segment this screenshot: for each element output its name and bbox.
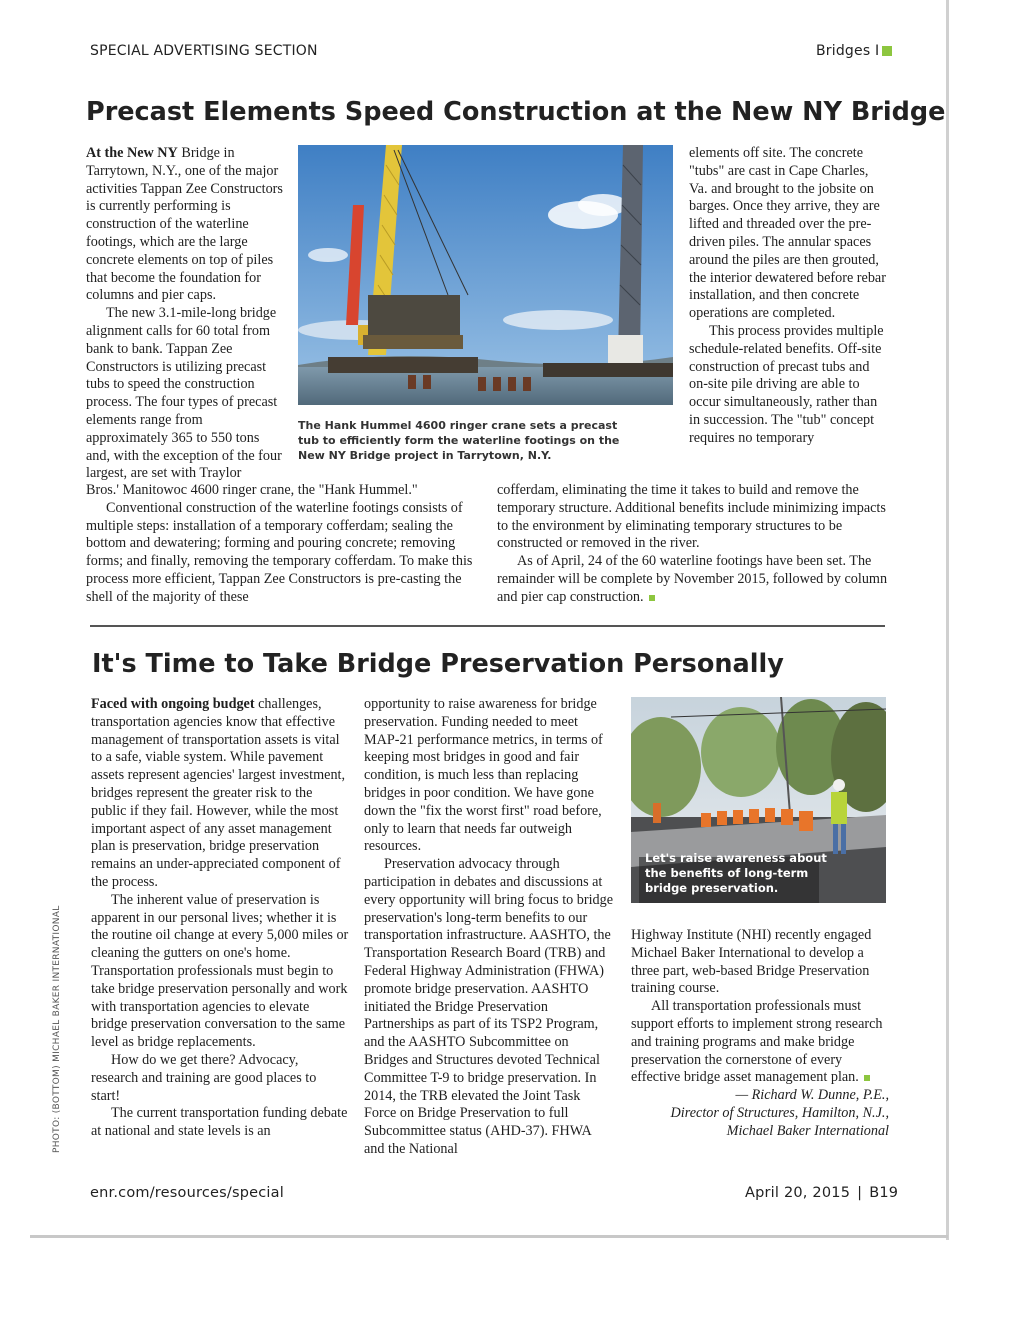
article2-para2: The inherent value of preservation is apparent in our personal lives; whether it is the routine oil change at every 5,000 miles or cleaning the gutters on one's home. Transportation professionals must begin to take bridge preservation personally and work with transportation agencies to elevate bridge preservation conversation to the same level as bridge replacements.: [91, 891, 349, 1051]
article2-col1: [91, 696, 349, 1141]
article2-para1-text: challenges, transportation agencies know that effective management of transportation assets is vital to a safe, viable system. While pavement assets represent agencies' largest investment, bridges represent the greater risk to the public if they fail. However, while the most important aspect of any asset management plan is preservation, bridge preservation remains an under-appreciated component of the process.: [91, 696, 346, 890]
footer-url[interactable]: enr.com/resources/special: [90, 1185, 284, 1201]
article2-col3-para2: [631, 998, 889, 1087]
article1-para1: [86, 145, 286, 305]
page-number: B19: [869, 1185, 899, 1201]
article2-col2-para2: Preservation advocacy through participation in debates and discussions at every opportunity will bring focus to bridge preservation's long-term benefits to our transportation infrastructure. AASHTO, the Transportation Research Board (TRB) and Federal Highway Administration (FHWA) promote bridge preservation. AASHTO initiated the Bridge Preservation Partnerships as part of its TSP2 Program, and the AASHTO Subcommittee on Bridges and Structures devoted Technical Committee T-9 to bridge preservation. In 2014, the TRB elevated the Joint Task Force on Bridge Preservation to full Subcommittee status (AHD-37). FHWA and the National: [364, 856, 614, 1157]
article1-para1-text: Bridge in Tarrytown, N.Y., one of the major activities Tappan Zee Constructors is currently performing is construction of the waterline footings, which are the large concrete elements on top of piles that become the foundation for columns and pier caps.: [86, 145, 283, 304]
article1-para3: Conventional construction of the waterline footings consists of multiple steps: installation of a temporary cofferdam; sealing the bottom and dewatering; forming and pouring concrete; removing forms; and finally, removing the temporary cofferdam. To make this process more efficient, Tappan Zee Constructors is pre-casting the shell of the majority of these: [86, 499, 473, 605]
article1-col1: [86, 145, 286, 483]
category-text: Bridges I: [816, 43, 880, 59]
article1-col3: [689, 145, 887, 448]
end-mark-icon: [649, 595, 655, 601]
photo-credit: PHOTO: (BOTTOM) MICHAEL BAKER INTERNATIONAL: [52, 905, 62, 1153]
article1-title: Precast Elements Speed Construction at the New NY Bridge: [86, 97, 946, 127]
article1-col3-para2-end: cofferdam, eliminating the time it takes to build and remove the temporary structure. Additional benefits include minimizing impacts to the environment by eliminating temporary structures to be constructed or removed in the river.: [497, 482, 886, 552]
end-mark-icon: [864, 1075, 870, 1081]
article1-para2: The new 3.1-mile-long bridge alignment calls for 60 total from bank to bank. Tappan Zee Constructors is utilizing precast tubs to speed the construction process. The four types of precast elements range from approximately 365 to 550 tons and, with the exception of the four largest, are set with Traylor: [86, 305, 282, 482]
article1-para2-end: Bros.' Manitowoc 4600 ringer crane, the "Hank Hummel.": [86, 482, 418, 498]
footer-date-page: April 20, 2015 | B19: [745, 1185, 899, 1201]
page-bottom-edge: [30, 1235, 948, 1238]
article2-para3: How do we get there? Advocacy, research and training are good places to start!: [91, 1051, 317, 1104]
article2-para4: The current transportation funding debate at national and state levels is an: [91, 1105, 348, 1140]
article2-lead: Faced with ongoing budget: [91, 696, 255, 712]
article2-col2: [364, 696, 614, 1159]
crane-photo: [298, 145, 673, 405]
road-crew-photo-caption: Let's raise awareness about the benefits of long-term bridge preservation.: [645, 851, 827, 895]
article2-title: It's Time to Take Bridge Preservation Personally: [92, 649, 784, 679]
category-label: [816, 43, 892, 59]
author-title: Director of Structures, Hamilton, N.J.,: [670, 1104, 889, 1121]
article1-col3-para2: This process provides multiple schedule-related benefits. Off-site construction of precast tubs and on-site pile driving are able to occur simultaneously, rather than in succession. The "tub" concept requires no temporary: [689, 322, 884, 446]
article1-lower-left: [86, 482, 478, 607]
crane-photo-caption: The Hank Hummel 4600 ringer crane sets a precast tub to efficiently form the waterline footings on the New NY Bridge project in Tarrytown, N.Y.: [298, 419, 620, 462]
crane-photo-image: [298, 145, 673, 405]
article1-lead: At the New NY: [86, 145, 178, 161]
article2-col3-para1: Highway Institute (NHI) recently engaged Michael Baker International to develop a three part, web-based Bridge Preservation training course.: [631, 927, 872, 997]
article1-col3-para3: [497, 553, 889, 606]
road-crew-photo: [631, 697, 886, 903]
author-name: — Richard W. Dunne, P.E.,: [735, 1087, 889, 1104]
article2-col3: [631, 927, 889, 1141]
article1-col3-para3-text: As of April, 24 of the 60 waterline footings have been set. The remainder will be complete by November 2015, followed by column and pier cap construction.: [497, 553, 888, 605]
article2-para1: [91, 696, 349, 892]
article2-col2-para1: opportunity to raise awareness for bridge preservation. Funding needed to meet MAP-21 performance metrics, in terms of keeping most bridges in good and fair condition, is much less than replacing bridges in poor condition. We have gone down the "fix the worst first" road before, only to learn that needs far outweigh resources.: [364, 696, 603, 855]
section-label: SPECIAL ADVERTISING SECTION: [90, 43, 318, 59]
author-company: Michael Baker International: [726, 1122, 889, 1139]
article1-lower-right: [497, 482, 889, 607]
article1-col3-para1: elements off site. The concrete "tubs" are cast in Cape Charles, Va. and brought to the jobsite on barges. Once they arrive, they are lifted and threaded over the pre-driven piles. The annular spaces around the piles are then grouted, the interior dewatered before rebar installation, and then concrete operations are completed.: [689, 145, 886, 322]
article-divider: [90, 625, 885, 627]
accent-square-icon: [882, 46, 892, 56]
page-right-edge: [946, 0, 949, 1240]
footer-date: April 20, 2015: [745, 1185, 851, 1201]
article2-col3-para2-text: All transportation professionals must support efforts to implement strong research and training programs and make bridge preservation the cornerstone of every effective bridge asset management plan.: [631, 998, 883, 1086]
